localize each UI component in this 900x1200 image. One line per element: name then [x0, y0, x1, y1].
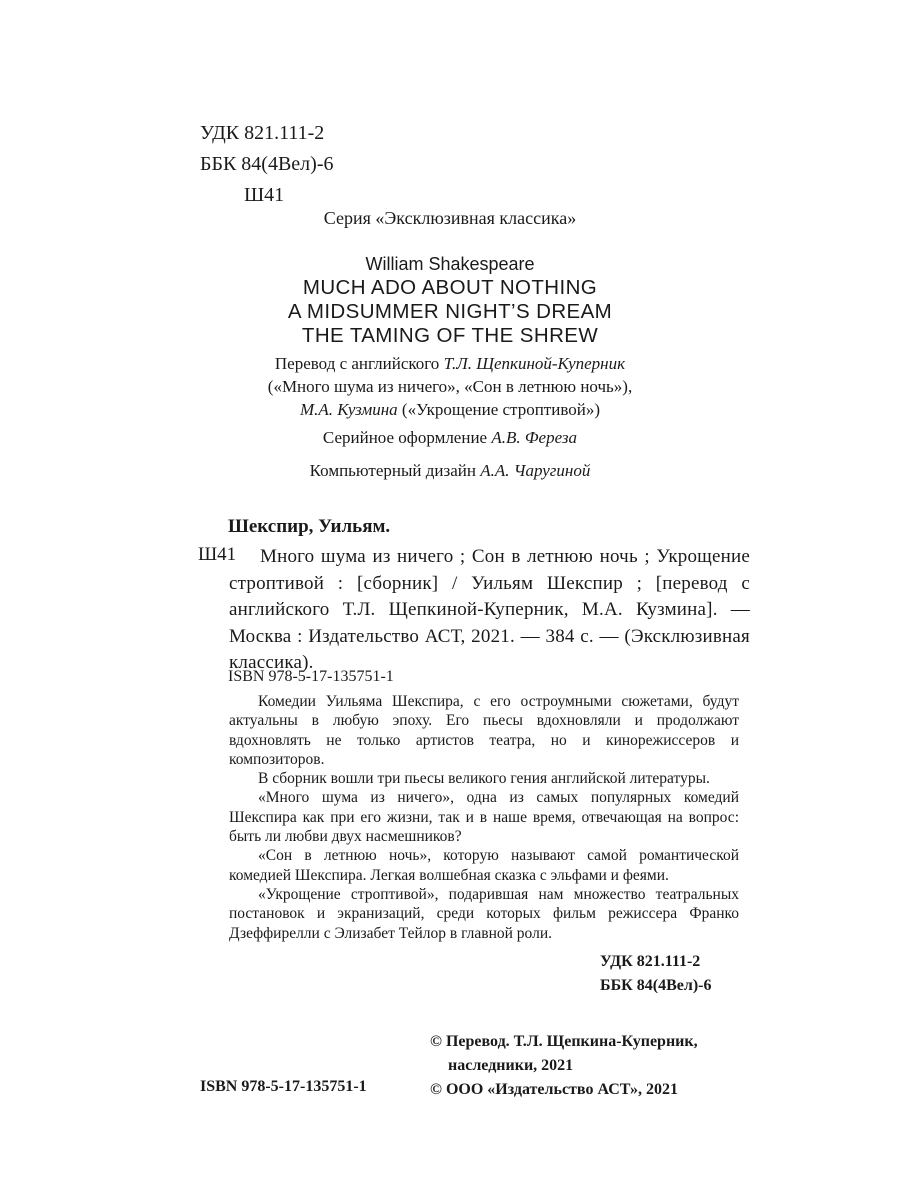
right-classification-codes: [600, 950, 712, 998]
copyright-line-1: © Перевод. Т.Л. Щепкина-Куперник,: [430, 1033, 698, 1050]
series-designer-name: А.В. Фереза: [491, 428, 578, 447]
title-en-1: MUCH ADO ABOUT NOTHING: [302, 276, 598, 299]
series-title: Серия «Эксклюзивная классика»: [323, 208, 577, 228]
udk-code-right: УДК 821.111-2: [600, 953, 701, 970]
bbk-code: ББК 84(4Вел)-6: [200, 153, 334, 175]
computer-designer-name: А.А. Чаругиной: [480, 461, 591, 480]
credits-line-3: М.А. Кузмина («Укрощение строптивой»): [300, 400, 600, 419]
copyright-line-2: наследники, 2021: [448, 1057, 574, 1074]
catalog-heading: Шекспир, Уильям.: [228, 516, 391, 537]
annotation-paragraph: «Много шума из ничего», одна из самых популярных комедий Шекспира как при его жизни, так и в наше время, отвечающая на вопрос: быть ли любви двух насмешников?: [229, 789, 739, 846]
catalog-entry: Много шума из ничего ; Сон в летнюю ночь ; Укрощение строптивой : [сборник] / Уильям Шекспир ; [перевод с английского Т.Л. Щепкиной-Куперник, М.А. Кузмина]. — Москва : Издательство АСТ, 2021. — 384 с. — (Эксклюзивная классика).: [229, 546, 750, 673]
credits-line-1: Перевод с английского Т.Л. Щепкиной-Куперник: [274, 354, 626, 373]
translation-credits: [0, 352, 900, 421]
series-design-credit: Серийное оформление А.В. Фереза: [322, 428, 578, 447]
title-en-2: A MIDSUMMER NIGHT’S DREAM: [287, 300, 613, 323]
credits-line-2: («Много шума из ничего», «Сон в летнюю ночь»),: [267, 377, 633, 396]
catalog-isbn: ISBN 978-5-17-135751-1: [228, 668, 394, 685]
catalog-code: Ш41: [198, 544, 237, 565]
udk-code: УДК 821.111-2: [200, 122, 325, 144]
classification-codes: [200, 118, 334, 211]
author-mark: Ш41: [244, 184, 285, 206]
annotation-paragraph: Комедии Уильяма Шекспира, с его остроумными сюжетами, будут актуальны в любую эпоху. Его пьесы вдохновляли и продолжают вдохновлять не только артистов театра, но и кинорежиссеров и композиторов.: [229, 693, 739, 768]
translator-name-2: М.А. Кузмина: [300, 400, 398, 419]
computer-design-credit: Компьютерный дизайн А.А. Чаругиной: [309, 461, 591, 480]
translator-name-1: Т.Л. Щепкиной-Куперник: [443, 354, 626, 373]
author-english: William Shakespeare: [365, 254, 535, 274]
title-en-3: THE TAMING OF THE SHREW: [301, 324, 599, 347]
annotation-paragraph: В сборник вошли три пьесы великого гения английской литературы.: [258, 770, 710, 788]
copyright-block: [430, 1030, 698, 1102]
bbk-code-right: ББК 84(4Вел)-6: [600, 977, 712, 994]
copyright-line-3: © ООО «Издательство АСТ», 2021: [430, 1081, 679, 1098]
annotation: [229, 692, 739, 943]
annotation-paragraph: «Укрощение строптивой», подарившая нам множество театральных постановок и экранизаций, среди которых фильм режиссера Франко Дзеффирелли с Элизабет Тейлор в главной роли.: [229, 885, 739, 942]
isbn-bottom: ISBN 978-5-17-135751-1: [200, 1078, 367, 1095]
annotation-paragraph: «Сон в летнюю ночь», которую называют самой романтической комедией Шекспира. Легкая волшебная сказка с эльфами и феями.: [229, 847, 739, 884]
english-titles: [0, 276, 900, 348]
